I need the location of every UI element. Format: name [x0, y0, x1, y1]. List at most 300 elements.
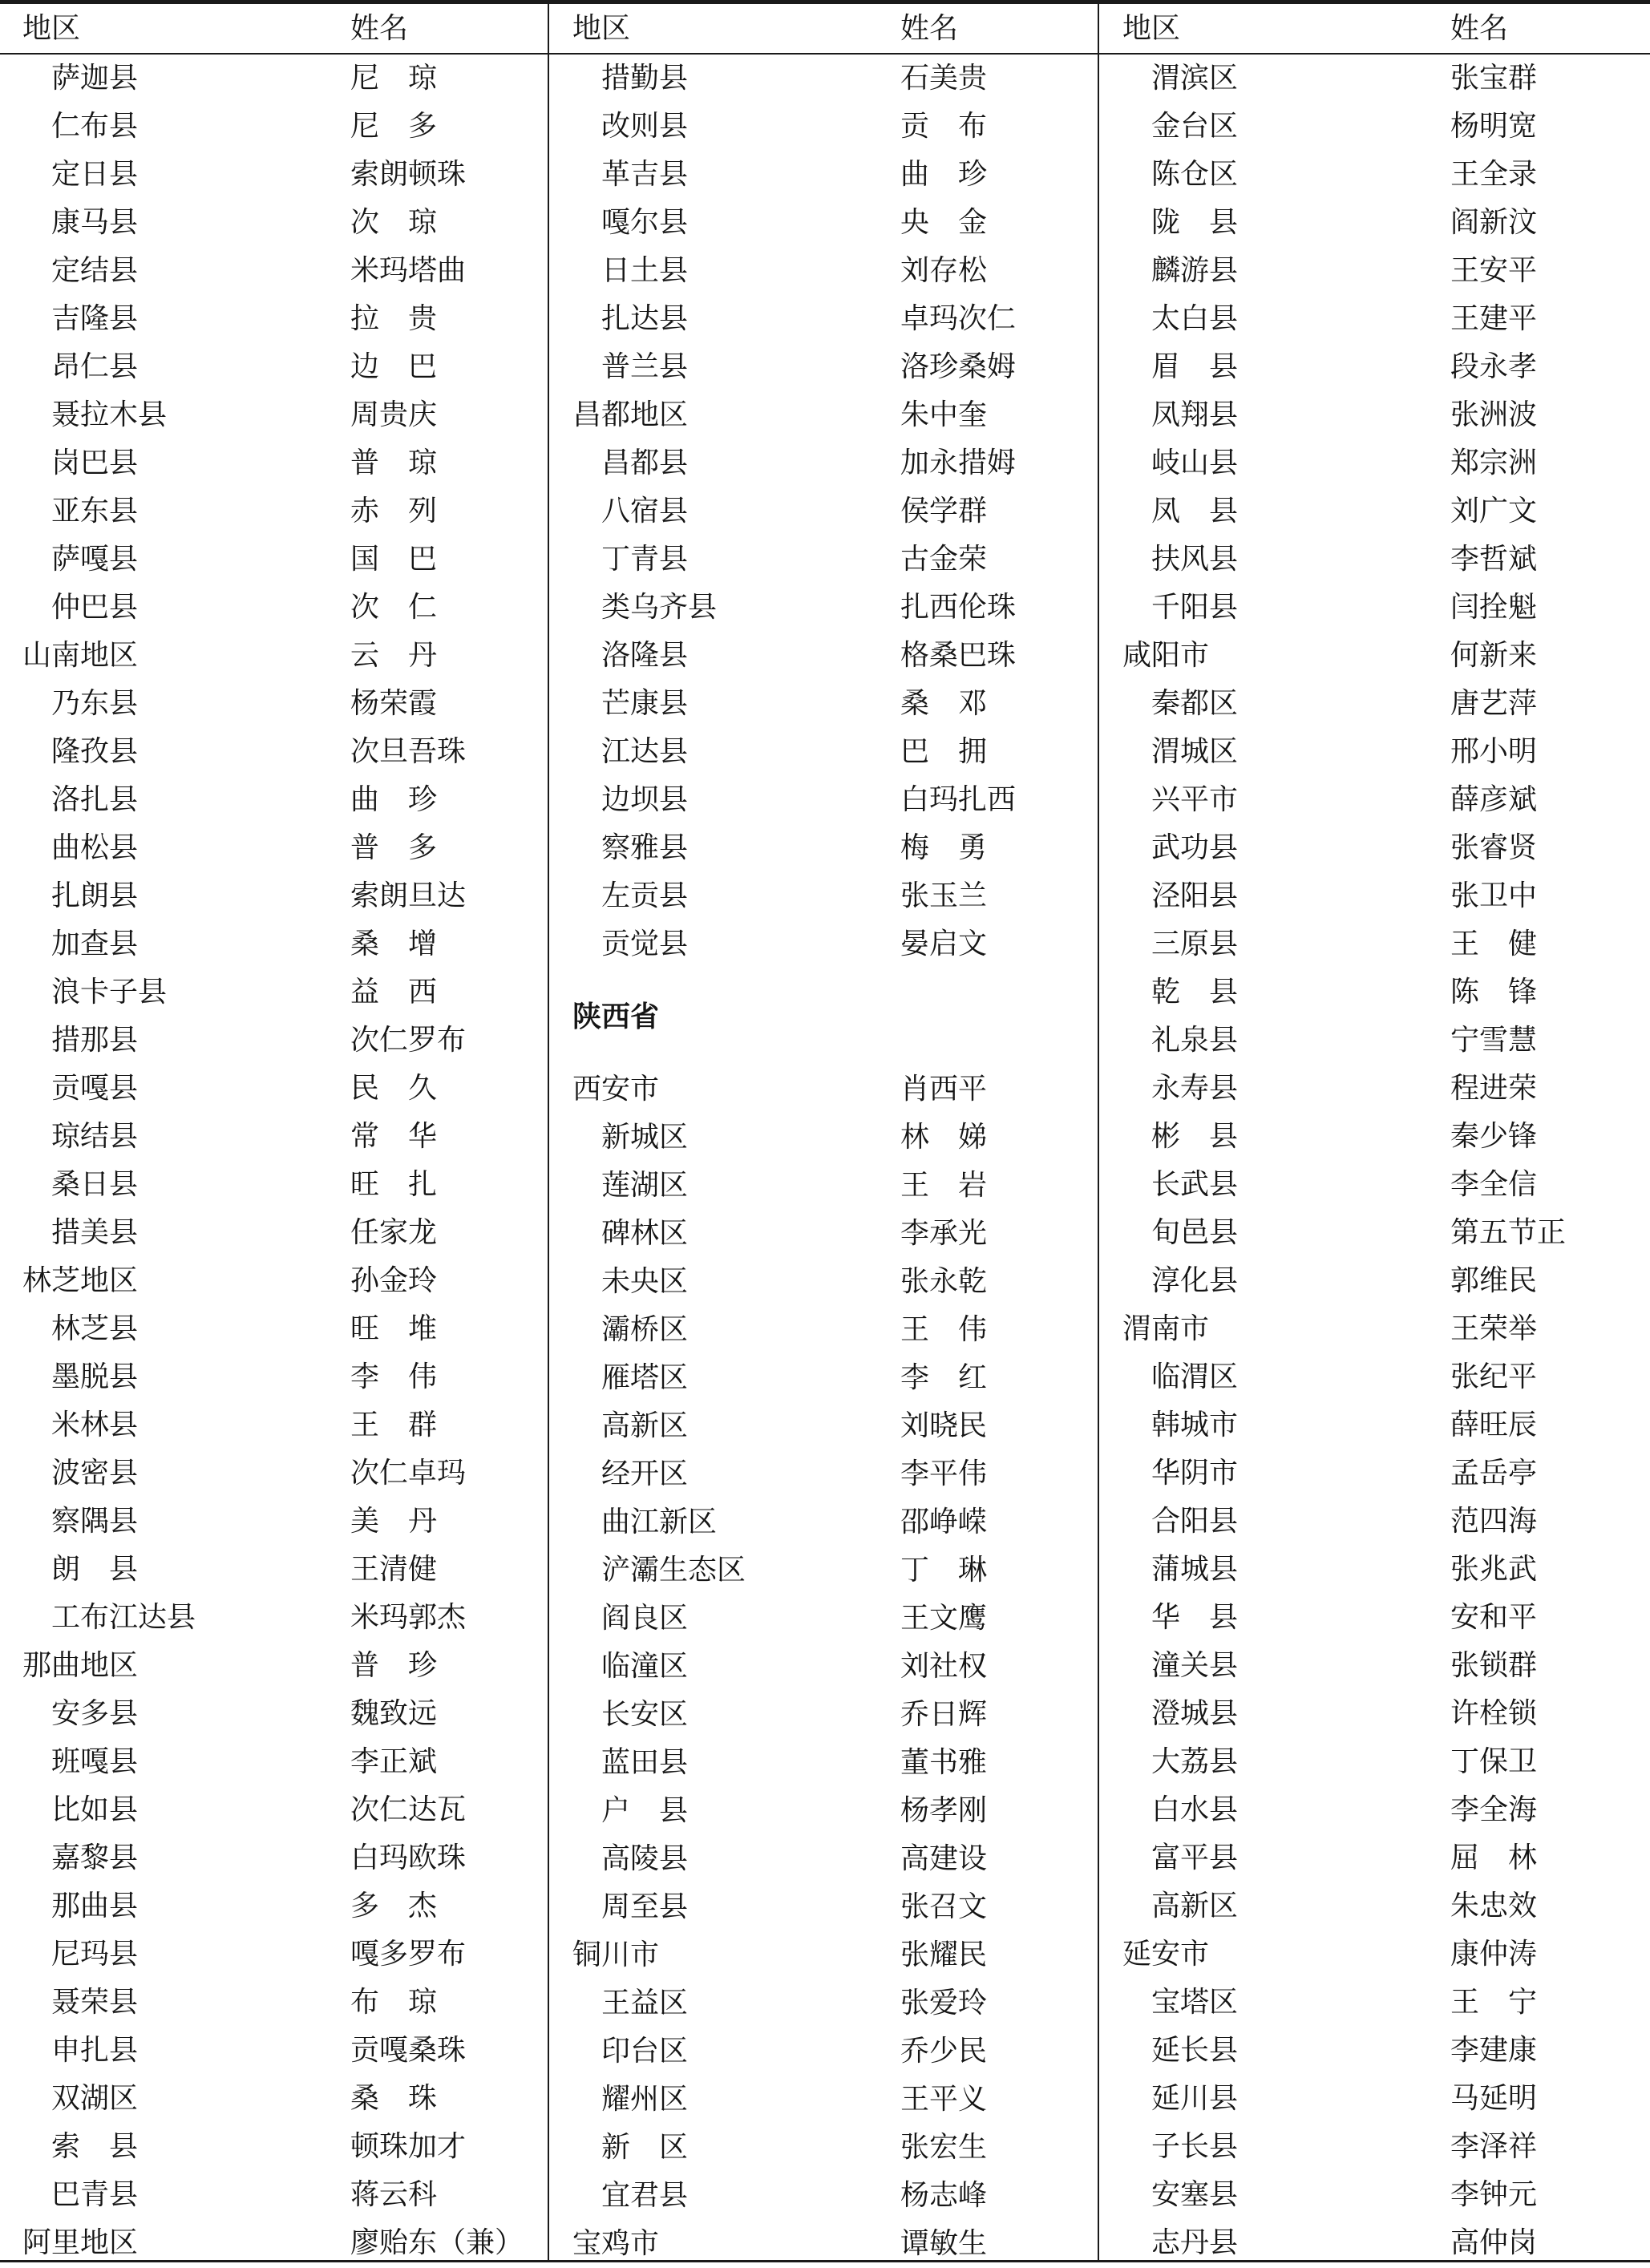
table-row: [0, 1257, 547, 1305]
person-name: 刘晓民: [900, 1409, 988, 1442]
table-row: [0, 1546, 547, 1594]
person-name: 张洲波: [1450, 398, 1538, 431]
person-name: 李全海: [1450, 1793, 1538, 1826]
person-name: 拉 贵: [350, 302, 438, 335]
region-name: 浪卡子县: [51, 976, 168, 1009]
person-name: 孙金玲: [350, 1264, 438, 1297]
person-name: 段永孝: [1450, 350, 1538, 383]
table-row: [550, 487, 1097, 536]
table-row: [550, 1979, 1097, 2027]
table-row: [1100, 199, 1650, 247]
person-name: 宁雪慧: [1450, 1024, 1538, 1057]
person-name: 阎新汶: [1450, 206, 1538, 239]
table-row: [0, 55, 547, 103]
person-name: 常 华: [350, 1120, 438, 1153]
region-name: 志丹县: [1151, 2226, 1239, 2259]
person-name: 贡 布: [900, 110, 988, 143]
region-name: 巴青县: [51, 2178, 139, 2211]
region-name: 昌都县: [601, 447, 689, 479]
person-name: 普 琼: [350, 447, 438, 479]
table-row: [550, 584, 1097, 632]
person-name: 益 西: [350, 976, 438, 1009]
person-name: 马延明: [1450, 2082, 1538, 2115]
table-row: [1100, 1113, 1650, 1161]
person-name: 旺 扎: [350, 1168, 438, 1201]
table-row: [0, 1642, 547, 1690]
region-name: 耀州区: [601, 2083, 689, 2116]
table-row: [550, 1546, 1097, 1595]
region-name: 武功县: [1151, 831, 1239, 864]
person-name: 乔少民: [900, 2035, 988, 2068]
table-row: [0, 2219, 547, 2267]
region-name: 左贡县: [601, 879, 689, 912]
region-name: 丁青县: [601, 543, 689, 576]
person-name: 李承光: [900, 1217, 988, 1250]
table-row: [550, 1162, 1097, 1210]
table-row: [0, 247, 547, 295]
table-row: [1100, 968, 1650, 1017]
person-name: 索朗旦达: [350, 879, 467, 912]
table-row: [550, 1835, 1097, 1883]
table-row: [1100, 632, 1650, 680]
region-name: 宝塔区: [1151, 1986, 1239, 2019]
table-row: [0, 2123, 547, 2171]
person-name: 王 宁: [1450, 1986, 1538, 2019]
person-name: 多 杰: [350, 1890, 438, 1922]
table-row: [1100, 1979, 1650, 2027]
person-name: 李 红: [900, 1361, 988, 1394]
region-name: 桑日县: [51, 1168, 139, 1201]
person-name: 普 珍: [350, 1649, 438, 1682]
table-row: [550, 1450, 1097, 1498]
region-name: 陇 县: [1151, 206, 1239, 239]
region-name: 合阳县: [1151, 1505, 1239, 1538]
table-row: [0, 343, 547, 391]
person-name: 嘎多罗布: [350, 1938, 467, 1971]
person-name: 张宝群: [1450, 62, 1538, 95]
region-name: 索 县: [51, 2130, 139, 2163]
region-name: 江达县: [601, 735, 689, 768]
region-name: 察隅县: [51, 1505, 139, 1538]
person-name: 贡嘎桑珠: [350, 2034, 467, 2067]
region-name: 定结县: [51, 254, 139, 287]
table-row: [1100, 920, 1650, 968]
person-name: 李全信: [1450, 1168, 1538, 1201]
person-name: 张召文: [900, 1890, 988, 1923]
region-name: 陕西省: [572, 1001, 660, 1033]
table-row: [1100, 1161, 1650, 1209]
table-row: [0, 2075, 547, 2123]
table-row: [550, 680, 1097, 728]
region-name: 凤 县: [1151, 495, 1239, 528]
person-name: 孟岳亭: [1450, 1457, 1538, 1490]
person-name: 尼 琼: [350, 62, 438, 95]
person-name: 朱忠效: [1450, 1890, 1538, 1922]
table-row: [550, 1643, 1097, 1691]
region-name: 措那县: [51, 1024, 139, 1057]
table-row: [1100, 824, 1650, 872]
person-name: 曲 珍: [350, 783, 438, 816]
region-name: 尼玛县: [51, 1938, 139, 1971]
person-name: 次 琼: [350, 206, 438, 239]
region-name: 双湖区: [51, 2082, 139, 2115]
table-row: [0, 824, 547, 872]
table-row: [550, 2027, 1097, 2076]
table-row: [0, 872, 547, 920]
person-name: 杨志峰: [900, 2179, 988, 2212]
person-name: 张锁群: [1450, 1649, 1538, 1682]
region-name: 洛扎县: [51, 783, 139, 816]
person-name: 乔日辉: [900, 1698, 988, 1731]
region-name: 韩城市: [1151, 1409, 1239, 1441]
header-region: 地区: [1122, 12, 1181, 45]
region-name: 白水县: [1151, 1793, 1239, 1826]
region-name: 洛隆县: [601, 639, 689, 672]
table-row: [0, 776, 547, 824]
region-name: 曲松县: [51, 831, 139, 864]
region-name: 凤翔县: [1151, 398, 1239, 431]
person-name: 旺 堆: [350, 1312, 438, 1345]
person-name: 李哲斌: [1450, 543, 1538, 576]
region-name: 阿里地区: [22, 2226, 139, 2259]
table-row: [0, 1786, 547, 1834]
region-name: 眉 县: [1151, 350, 1239, 383]
table-row: [0, 439, 547, 487]
region-name: 改则县: [601, 110, 689, 143]
region-name: 延长县: [1151, 2034, 1239, 2067]
person-name: 民 久: [350, 1072, 438, 1105]
table-row: [550, 1498, 1097, 1546]
table-row: [550, 776, 1097, 824]
table-row: [550, 920, 1097, 968]
table-row: [0, 151, 547, 199]
region-name: 渭南市: [1122, 1312, 1210, 1345]
region-name: 曲江新区: [601, 1506, 718, 1538]
person-name: 何新来: [1450, 639, 1538, 672]
spacer-row: [550, 1041, 1097, 1065]
region-name: 八宿县: [601, 495, 689, 528]
region-name: 班嘎县: [51, 1745, 139, 1778]
region-name: 延川县: [1151, 2082, 1239, 2115]
table-row: [0, 1209, 547, 1257]
person-name: 巴 拥: [900, 735, 988, 768]
region-name: 聂拉木县: [51, 398, 168, 431]
table-row: [0, 1305, 547, 1353]
region-name: 富平县: [1151, 1841, 1239, 1874]
person-name: 边 巴: [350, 350, 438, 383]
person-name: 高建设: [900, 1842, 988, 1875]
region-name: 澄城县: [1151, 1697, 1239, 1730]
region-name: 长安区: [601, 1698, 689, 1731]
person-name: 白玛扎西: [900, 783, 1017, 816]
region-name: 咸阳市: [1122, 639, 1210, 672]
region-name: 大荔县: [1151, 1745, 1239, 1778]
table-row: [1100, 1498, 1650, 1546]
region-name: 芒康县: [601, 687, 689, 720]
region-name: 岗巴县: [51, 447, 139, 479]
person-name: 王建平: [1450, 302, 1538, 335]
person-name: 邢小明: [1450, 735, 1538, 768]
table-row: [1100, 1546, 1650, 1594]
person-name: 次仁卓玛: [350, 1457, 467, 1490]
region-name: 岐山县: [1151, 447, 1239, 479]
table-row: [1100, 536, 1650, 584]
region-name: 金台区: [1151, 110, 1239, 143]
person-name: 顿珠加才: [350, 2130, 467, 2163]
region-name: 三原县: [1151, 928, 1239, 960]
person-name: 洛珍桑姆: [900, 350, 1017, 383]
table-row: [1100, 2123, 1650, 2171]
region-name: 措勤县: [601, 62, 689, 95]
person-name: 丁保卫: [1450, 1745, 1538, 1778]
region-name: 普兰县: [601, 350, 689, 383]
region-name: 乾 县: [1151, 976, 1239, 1009]
region-name: 渭城区: [1151, 735, 1239, 768]
region-name: 兴平市: [1151, 783, 1239, 816]
region-name: 宜君县: [601, 2179, 689, 2212]
person-name: 桑 邓: [900, 687, 988, 720]
person-name: 刘广文: [1450, 495, 1538, 528]
table-row: [0, 584, 547, 632]
table-row: [1100, 1449, 1650, 1498]
table-row: [0, 1498, 547, 1546]
table-row: [550, 1739, 1097, 1787]
column-divider: [548, 0, 549, 2262]
region-name: 长武县: [1151, 1168, 1239, 1201]
region-name: 林芝县: [51, 1312, 139, 1345]
person-name: 陈 锋: [1450, 976, 1538, 1009]
table-row: [0, 728, 547, 776]
person-name: 杨荣霞: [350, 687, 438, 720]
region-name: 亚东县: [51, 495, 139, 528]
table-row: [0, 2027, 547, 2075]
person-name: 李 伟: [350, 1360, 438, 1393]
region-name: 麟游县: [1151, 254, 1239, 287]
region-name: 子长县: [1151, 2130, 1239, 2163]
region-name: 仁布县: [51, 110, 139, 143]
table-row: [1100, 776, 1650, 824]
table-row: [550, 1691, 1097, 1739]
person-name: 王荣举: [1450, 1312, 1538, 1345]
table-row: [550, 247, 1097, 295]
region-name: 琼结县: [51, 1120, 139, 1153]
person-name: 安和平: [1450, 1601, 1538, 1634]
table-row: [1100, 1401, 1650, 1449]
table-row: [550, 1306, 1097, 1354]
region-name: 嘉黎县: [51, 1841, 139, 1874]
person-name: 唐艺萍: [1450, 687, 1538, 720]
table-row: [0, 1979, 547, 2027]
table-row: [550, 2076, 1097, 2124]
region-name: 扶风县: [1151, 543, 1239, 576]
region-name: 蒲城县: [1151, 1553, 1239, 1586]
table-row: [550, 2172, 1097, 2220]
person-name: 张爱玲: [900, 1987, 988, 2019]
table-row: [0, 1738, 547, 1786]
person-name: 加永措姆: [900, 447, 1017, 479]
person-name: 张玉兰: [900, 879, 988, 912]
table-row: [0, 2171, 547, 2219]
table-row: [1100, 1209, 1650, 1257]
table-column-1: [0, 4, 547, 2258]
region-name: 临潼区: [601, 1650, 689, 1683]
region-name: 波密县: [51, 1457, 139, 1490]
table-row: [1100, 1930, 1650, 1979]
region-name: 申扎县: [51, 2034, 139, 2067]
person-name: 米玛塔曲: [350, 254, 467, 287]
region-name: 泾阳县: [1151, 879, 1239, 912]
table-row: [550, 872, 1097, 920]
person-name: 王全录: [1450, 158, 1538, 191]
table-row: [0, 199, 547, 247]
table-row: [1100, 247, 1650, 295]
region-name: 太白县: [1151, 302, 1239, 335]
person-name: 范四海: [1450, 1505, 1538, 1538]
person-name: 薛彦斌: [1450, 783, 1538, 816]
table-row: [550, 439, 1097, 487]
header-region: 地区: [572, 12, 631, 45]
table-row: [0, 1449, 547, 1498]
table-row: [1100, 151, 1650, 199]
spacer-row: [550, 968, 1097, 993]
region-name: 墨脱县: [51, 1360, 139, 1393]
header-name: 姓名: [900, 12, 959, 45]
table-row: [0, 1401, 547, 1449]
person-name: 王 伟: [900, 1313, 988, 1346]
person-name: 董书雅: [900, 1746, 988, 1779]
table-row: [0, 680, 547, 728]
person-name: 康仲涛: [1450, 1938, 1538, 1971]
region-name: 永寿县: [1151, 1072, 1239, 1105]
person-name: 尼 多: [350, 110, 438, 143]
region-name: 碑林区: [601, 1217, 689, 1250]
table-row: [1100, 1065, 1650, 1113]
table-row: [1100, 1642, 1650, 1690]
table-row: [550, 632, 1097, 680]
person-name: 丁 琳: [900, 1554, 988, 1587]
table-row: [550, 1258, 1097, 1306]
person-name: 晏启文: [900, 928, 988, 960]
table-row: [0, 536, 547, 584]
region-name: 礼泉县: [1151, 1024, 1239, 1057]
person-name: 屈 林: [1450, 1841, 1538, 1874]
person-name: 张耀民: [900, 1939, 988, 1971]
region-name: 经开区: [601, 1457, 689, 1490]
region-name: 秦都区: [1151, 687, 1239, 720]
region-name: 高陵县: [601, 1842, 689, 1875]
region-name: 加查县: [51, 928, 139, 960]
region-name: 乃东县: [51, 687, 139, 720]
region-name: 华阴市: [1151, 1457, 1239, 1490]
region-name: 雁塔区: [601, 1361, 689, 1394]
person-name: 杨明宽: [1450, 110, 1538, 143]
region-name: 华 县: [1151, 1601, 1239, 1634]
person-name: 次旦吾珠: [350, 735, 467, 768]
table-row: [0, 487, 547, 536]
person-name: 普 多: [350, 831, 438, 864]
table-column-2: [550, 4, 1097, 2258]
region-name: 萨迦县: [51, 62, 139, 95]
region-name: 贡嘎县: [51, 1072, 139, 1105]
table-row: [0, 632, 547, 680]
region-name: 浐灞生态区: [601, 1554, 746, 1587]
region-name: 扎朗县: [51, 879, 139, 912]
region-name: 昌都地区: [572, 398, 689, 431]
person-name: 闫拴魁: [1450, 591, 1538, 624]
region-name: 阎良区: [601, 1602, 689, 1635]
table-row: [1100, 1882, 1650, 1930]
table-row: [550, 103, 1097, 151]
person-name: 周贵庆: [350, 398, 438, 431]
table-row: [550, 824, 1097, 872]
person-name: 刘存松: [900, 254, 988, 287]
person-name: 邵峥嵘: [900, 1506, 988, 1538]
region-name: 渭滨区: [1151, 62, 1239, 95]
person-name: 程进荣: [1450, 1072, 1538, 1105]
table-row: [0, 1113, 547, 1161]
column-header: [550, 4, 1097, 53]
person-name: 美 丹: [350, 1505, 438, 1538]
table-row: [550, 343, 1097, 391]
person-name: 王文鹰: [900, 1602, 988, 1635]
table-row: [0, 1065, 547, 1113]
table-row: [1100, 2171, 1650, 2219]
table-row: [550, 1787, 1097, 1835]
person-name: 谭敏生: [900, 2227, 988, 2260]
table-row: [550, 1931, 1097, 1979]
table-row: [1100, 584, 1650, 632]
column-divider: [1098, 0, 1099, 2262]
table-row: [550, 1065, 1097, 1114]
table-row: [0, 391, 547, 439]
table-row: [0, 1017, 547, 1065]
region-name: 吉隆县: [51, 302, 139, 335]
person-name: 朱中奎: [900, 398, 988, 431]
person-name: 桑 珠: [350, 2082, 438, 2115]
person-name: 张兆武: [1450, 1553, 1538, 1586]
region-name: 日土县: [601, 254, 689, 287]
region-name: 安多县: [51, 1697, 139, 1730]
person-name: 王清健: [350, 1553, 438, 1586]
region-name: 周至县: [601, 1890, 689, 1923]
person-name: 李正斌: [350, 1745, 438, 1778]
table-row: [1100, 680, 1650, 728]
table-row: [0, 103, 547, 151]
person-name: 米玛郭杰: [350, 1601, 467, 1634]
row-list: [550, 55, 1097, 2268]
region-name: 聂荣县: [51, 1986, 139, 2019]
region-name: 措美县: [51, 1216, 139, 1249]
region-name: 那曲地区: [22, 1649, 139, 1682]
person-name: 梅 勇: [900, 831, 988, 864]
person-name: 侯学群: [900, 495, 988, 528]
table-row: [550, 1114, 1097, 1162]
person-name: 桑 增: [350, 928, 438, 960]
table-row: [1100, 2219, 1650, 2267]
person-name: 郭维民: [1450, 1264, 1538, 1297]
person-name: 扎西伦珠: [900, 591, 1017, 624]
row-list: [1100, 55, 1650, 2267]
person-name: 廖贻东（兼）: [350, 2226, 524, 2259]
table-row: [1100, 2027, 1650, 2075]
table-row: [1100, 295, 1650, 343]
region-name: 仲巴县: [51, 591, 139, 624]
person-name: 次 仁: [350, 591, 438, 624]
person-name: 石美贵: [900, 62, 988, 95]
table-row: [1100, 1594, 1650, 1642]
region-name: 延安市: [1122, 1938, 1210, 1971]
row-list: [0, 55, 547, 2267]
